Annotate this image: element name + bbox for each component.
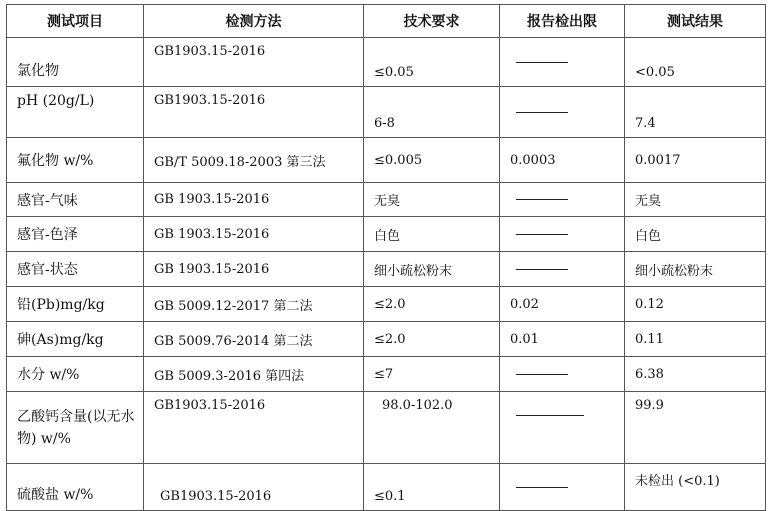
cell-method: GB1903.15-2016 (144, 464, 364, 511)
cell-item: pH (20g/L) (7, 87, 144, 138)
cell-limit (500, 252, 625, 287)
cell-result: 细小疏松粉末 (625, 252, 766, 287)
cell-requirement: ≤7 (364, 357, 500, 392)
table-row (7, 252, 766, 287)
table-row (7, 183, 766, 217)
cell-item: 水分 w/% (7, 357, 144, 392)
table-row (7, 287, 766, 322)
cell-result: 0.0017 (625, 138, 766, 183)
cell-method: GB1903.15-2016 (144, 38, 364, 87)
cell-result: 无臭 (625, 183, 766, 217)
cell-item: 感官-气味 (7, 183, 144, 217)
cell-item: 铅(Pb)mg/kg (7, 287, 144, 322)
cell-limit (500, 392, 625, 464)
cell-result: <0.05 (625, 38, 766, 87)
dash-line (516, 199, 568, 200)
cell-limit (500, 38, 625, 87)
header-test-method: 检测方法 (144, 5, 364, 38)
cell-item: 感官-状态 (7, 252, 144, 287)
cell-limit: 0.02 (500, 287, 625, 322)
cell-item: 氟化物 w/% (7, 138, 144, 183)
cell-result: 7.4 (625, 87, 766, 138)
cell-requirement: ≤0.005 (364, 138, 500, 183)
cell-result: 99.9 (625, 392, 766, 464)
cell-requirement: 无臭 (364, 183, 500, 217)
header-test-result: 测试结果 (625, 5, 766, 38)
cell-method: GB 1903.15-2016 (144, 183, 364, 217)
cell-requirement: ≤2.0 (364, 322, 500, 357)
dash-line (516, 415, 584, 416)
cell-method: GB 5009.12-2017 第二法 (144, 287, 364, 322)
table-row (7, 217, 766, 252)
cell-method: GB 5009.76-2014 第二法 (144, 322, 364, 357)
cell-result: 未检出 (<0.1) (625, 464, 766, 511)
cell-requirement: 98.0-102.0 (364, 392, 500, 464)
cell-result: 0.11 (625, 322, 766, 357)
cell-requirement: ≤2.0 (364, 287, 500, 322)
cell-item: 硫酸盐 w/% (7, 464, 144, 511)
table-row (7, 392, 766, 464)
table-row (7, 322, 766, 357)
dash-line (516, 234, 568, 235)
cell-result: 白色 (625, 217, 766, 252)
cell-limit (500, 464, 625, 511)
dash-line (516, 269, 568, 270)
cell-method: GB 5009.3-2016 第四法 (144, 357, 364, 392)
cell-method: GB 1903.15-2016 (144, 217, 364, 252)
cell-method: GB1903.15-2016 (144, 392, 364, 464)
cell-limit: 0.01 (500, 322, 625, 357)
cell-result: 0.12 (625, 287, 766, 322)
header-test-item: 测试项目 (7, 5, 144, 38)
header-detection-limit: 报告检出限 (500, 5, 625, 38)
cell-item: 感官-色泽 (7, 217, 144, 252)
cell-method: GB/T 5009.18-2003 第三法 (144, 138, 364, 183)
cell-requirement: 6-8 (364, 87, 500, 138)
table-row (7, 87, 766, 138)
table-header-row (7, 5, 766, 38)
header-requirement: 技术要求 (364, 5, 500, 38)
cell-item: 砷(As)mg/kg (7, 322, 144, 357)
cell-limit (500, 87, 625, 138)
cell-method: GB1903.15-2016 (144, 87, 364, 138)
cell-limit (500, 357, 625, 392)
cell-requirement: ≤0.05 (364, 38, 500, 87)
cell-item: 乙酸钙含量(以无水物) w/% (7, 392, 144, 464)
cell-requirement: 白色 (364, 217, 500, 252)
table-row (7, 464, 766, 511)
dash-line (516, 487, 568, 488)
dash-line (516, 112, 568, 113)
cell-limit: 0.0003 (500, 138, 625, 183)
table-row (7, 38, 766, 87)
cell-requirement: ≤0.1 (364, 464, 500, 511)
table-row (7, 138, 766, 183)
table-row (7, 357, 766, 392)
dash-line (516, 62, 568, 63)
cell-requirement: 细小疏松粉末 (364, 252, 500, 287)
cell-method: GB 1903.15-2016 (144, 252, 364, 287)
dash-line (516, 374, 568, 375)
test-results-table (6, 4, 766, 511)
cell-limit (500, 217, 625, 252)
cell-result: 6.38 (625, 357, 766, 392)
cell-item: 氯化物 (7, 38, 144, 87)
cell-limit (500, 183, 625, 217)
